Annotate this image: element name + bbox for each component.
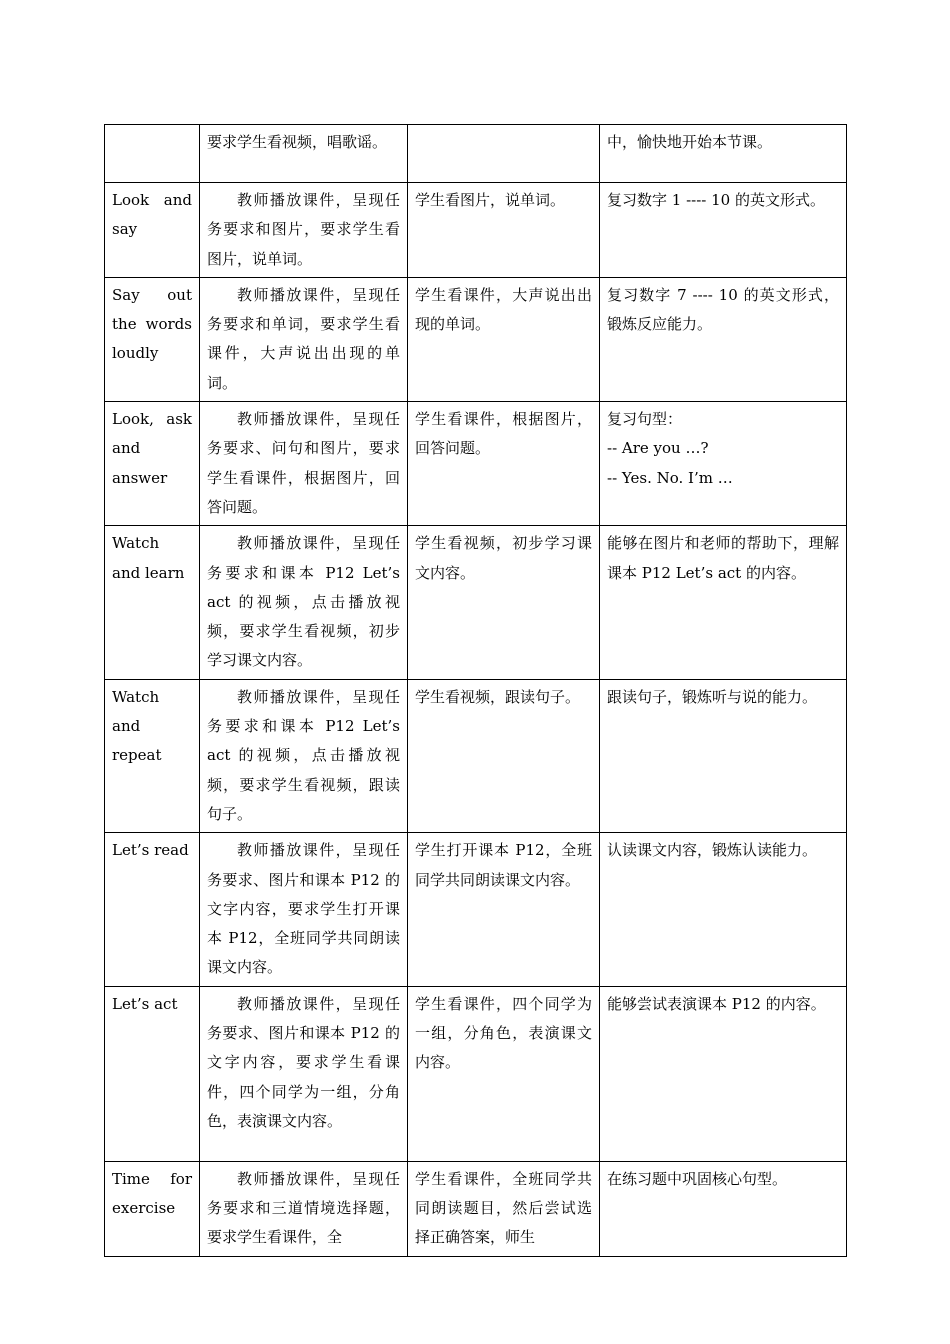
table-row <box>105 526 847 679</box>
table-row <box>105 125 847 183</box>
teacher-activity-cell: 教师播放课件，呈现任务要求、问句和图片，要求学生看课件，根据图片，回答问题。 <box>200 402 408 526</box>
student-activity-cell: 学生看课件，全班同学共同朗读题目，然后尝试选择正确答案，师生 <box>408 1161 600 1256</box>
activity-cell: Look, ask and answer <box>105 402 200 526</box>
teacher-activity-cell: 教师播放课件，呈现任务要求和课本 P12 Let’s act 的视频，点击播放视频，要求学生看视频，跟读句子。 <box>200 679 408 832</box>
student-activity-cell: 学生看图片，说单词。 <box>408 183 600 278</box>
teacher-activity-cell: 要求学生看视频，唱歌谣。 <box>200 125 408 183</box>
table-row <box>105 679 847 832</box>
activity-cell: Look and say <box>105 183 200 278</box>
teacher-activity-cell: 教师播放课件，呈现任务要求和三道情境选择题，要求学生看课件，全 <box>200 1161 408 1256</box>
activity-cell: Time for exercise <box>105 1161 200 1256</box>
table-row <box>105 183 847 278</box>
activity-cell: Watch and learn <box>105 526 200 679</box>
teacher-activity-cell: 教师播放课件，呈现任务要求、图片和课本 P12 的文字内容，要求学生打开课本 P12，全班同学共同朗读课文内容。 <box>200 833 408 986</box>
purpose-cell: 中，愉快地开始本节课。 <box>600 125 847 183</box>
student-activity-cell <box>408 125 600 183</box>
student-activity-cell: 学生打开课本 P12，全班同学共同朗读课文内容。 <box>408 833 600 986</box>
lesson-plan-table <box>104 124 847 1257</box>
purpose-cell: 认读课文内容，锻炼认读能力。 <box>600 833 847 986</box>
purpose-cell: 能够在图片和老师的帮助下，理解课本 P12 Let’s act 的内容。 <box>600 526 847 679</box>
purpose-cell: 能够尝试表演课本 P12 的内容。 <box>600 986 847 1161</box>
student-activity-cell: 学生看课件，四个同学为一组，分角色，表演课文内容。 <box>408 986 600 1161</box>
purpose-cell <box>600 402 847 526</box>
purpose-cell: 跟读句子，锻炼听与说的能力。 <box>600 679 847 832</box>
teacher-activity-cell: 教师播放课件，呈现任务要求和图片，要求学生看图片，说单词。 <box>200 183 408 278</box>
activity-cell: Let’s act <box>105 986 200 1161</box>
table-row <box>105 402 847 526</box>
activity-cell: Let’s read <box>105 833 200 986</box>
purpose-cell: 复习数字 1 ---- 10 的英文形式。 <box>600 183 847 278</box>
activity-cell <box>105 125 200 183</box>
table-row <box>105 1161 847 1256</box>
purpose-line: 复习句型： <box>607 410 683 429</box>
purpose-line: -- Are you …? <box>607 439 709 458</box>
purpose-cell: 在练习题中巩固核心句型。 <box>600 1161 847 1256</box>
student-activity-cell: 学生看视频，初步学习课文内容。 <box>408 526 600 679</box>
student-activity-cell: 学生看课件，大声说出出现的单词。 <box>408 277 600 401</box>
purpose-cell: 复习数字 7 ---- 10 的英文形式，锻炼反应能力。 <box>600 277 847 401</box>
activity-cell: Watch and repeat <box>105 679 200 832</box>
student-activity-cell: 学生看课件，根据图片，回答问题。 <box>408 402 600 526</box>
table-row <box>105 277 847 401</box>
student-activity-cell: 学生看视频，跟读句子。 <box>408 679 600 832</box>
activity-cell: Say out the words loudly <box>105 277 200 401</box>
teacher-activity-cell: 教师播放课件，呈现任务要求、图片和课本 P12 的文字内容，要求学生看课件，四个同学为一组，分角色，表演课文内容。 <box>200 986 408 1161</box>
teacher-activity-cell: 教师播放课件，呈现任务要求和单词，要求学生看课件，大声说出出现的单词。 <box>200 277 408 401</box>
teacher-activity-cell: 教师播放课件，呈现任务要求和课本 P12 Let’s act 的视频，点击播放视频，要求学生看视频，初步学习课文内容。 <box>200 526 408 679</box>
table-row <box>105 986 847 1161</box>
table-row <box>105 833 847 986</box>
purpose-line: -- Yes. No. I’m … <box>607 468 733 487</box>
